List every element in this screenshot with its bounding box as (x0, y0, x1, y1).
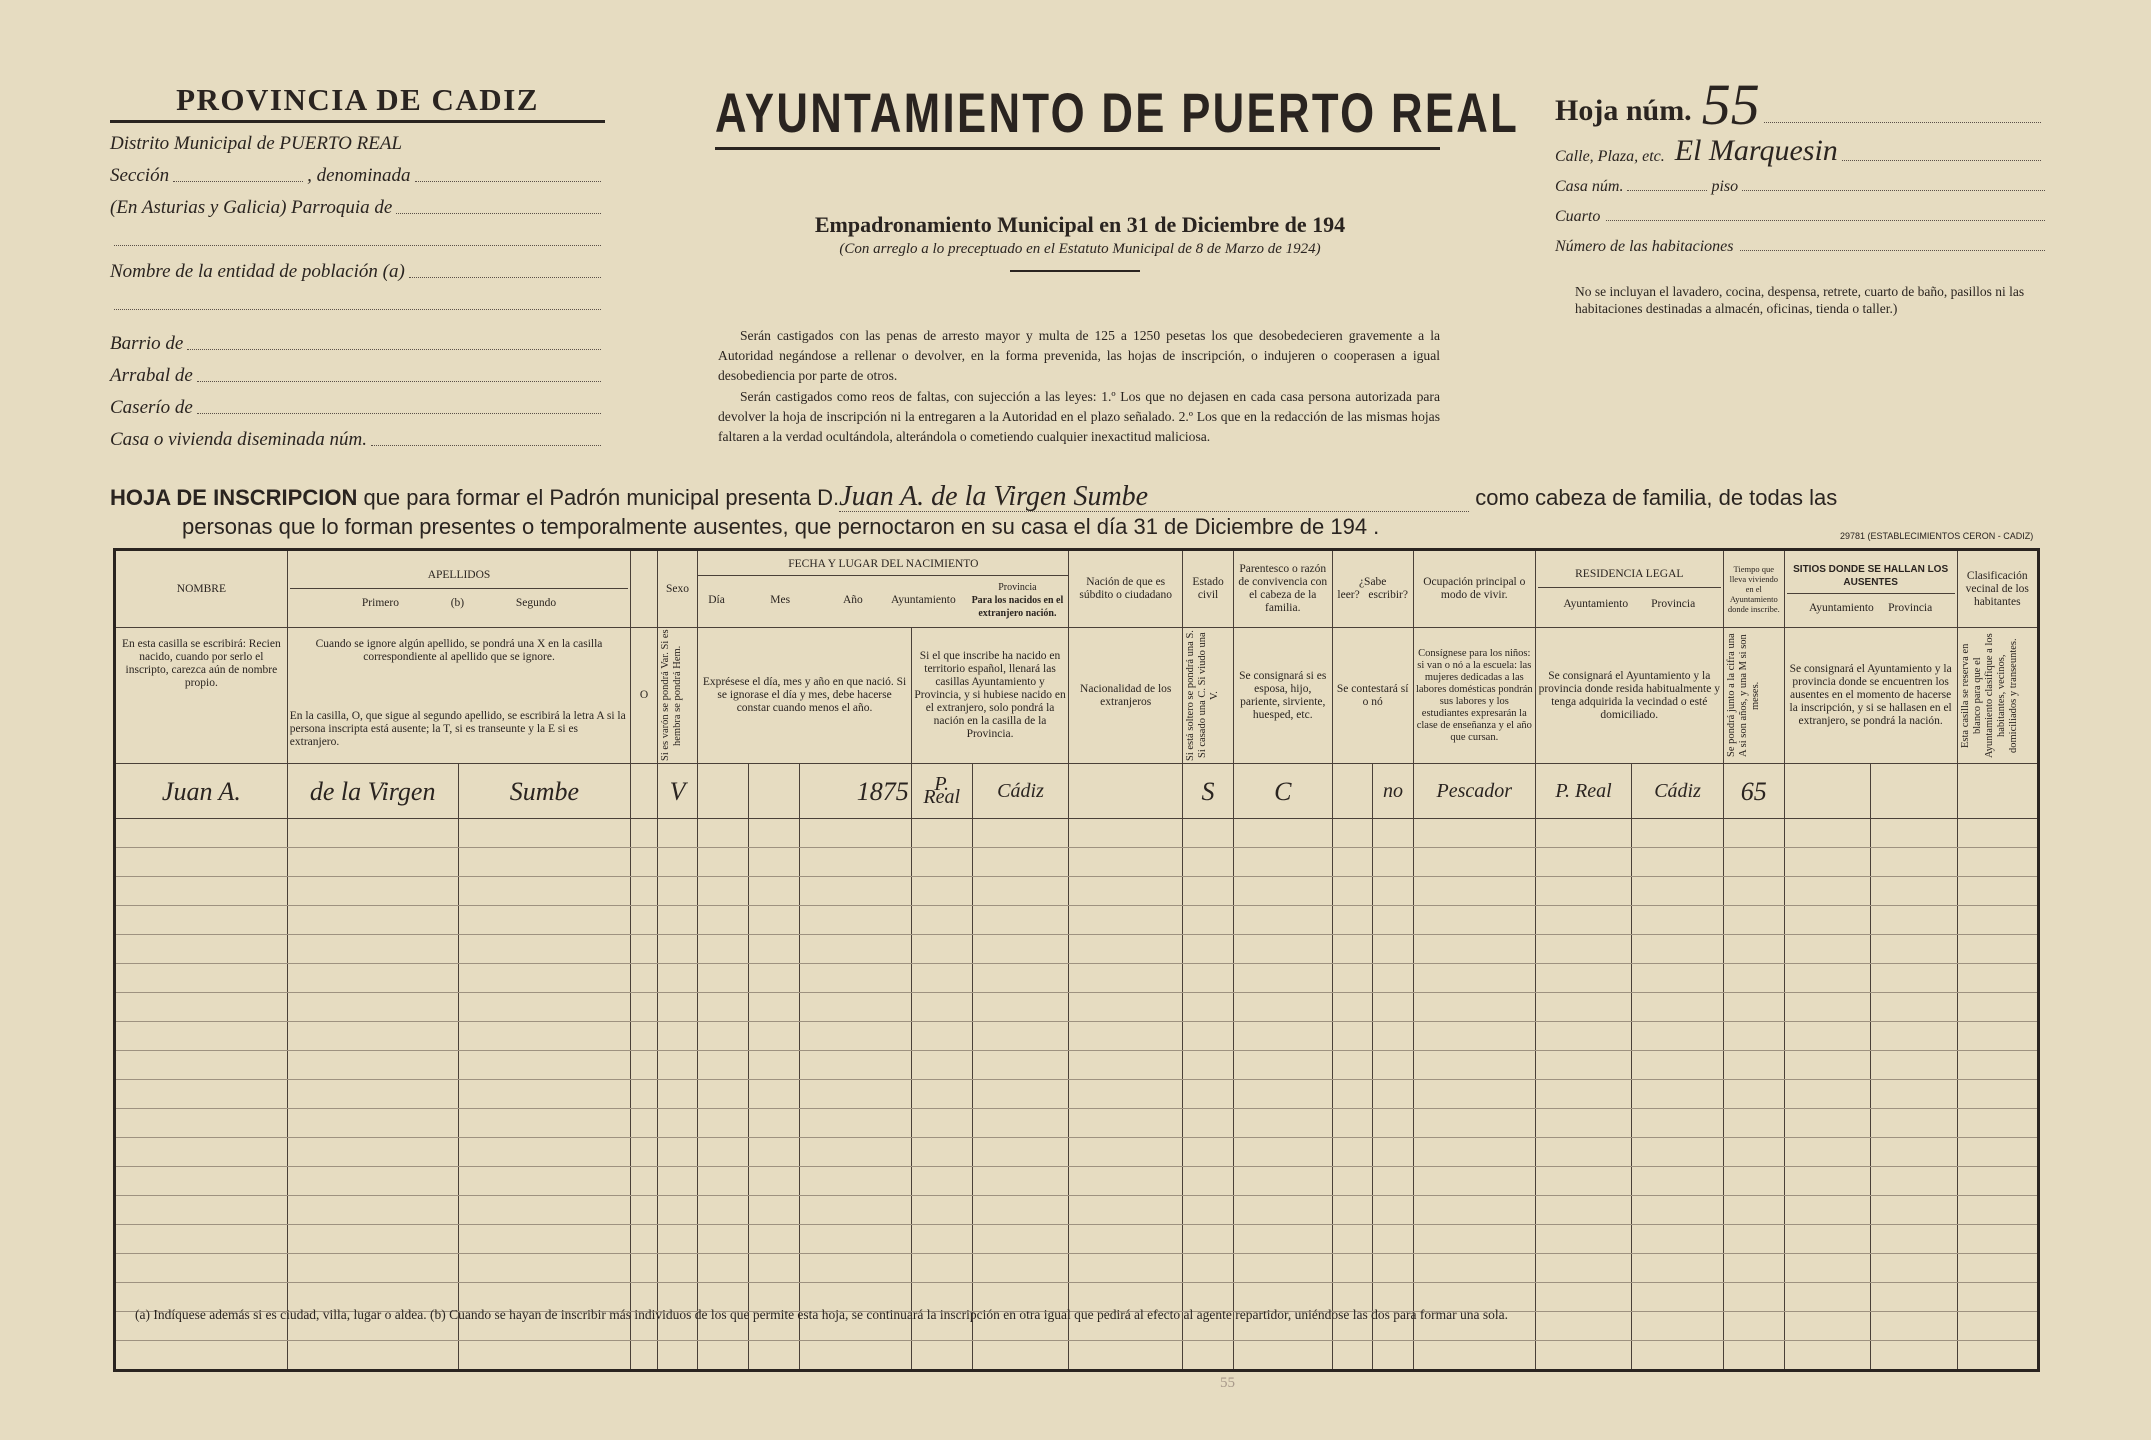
hoja-label: Hoja núm. (1555, 94, 1692, 127)
hoja-number: 55 (1701, 72, 1760, 137)
right-header (1555, 72, 2045, 256)
table-row (115, 877, 2039, 906)
left-header (110, 82, 605, 451)
footnote: (a) Indíquese además si es ciudad, villa, lugar o aldea. (b) Cuando se hayan de inscribir más individuos de los que permite esta hoja, se continuará la inscripción en otra igual que pedirá al efecto al agente repartidor, uniéndose las dos para formar una sola. (135, 1307, 1508, 1322)
table-row (115, 764, 2039, 819)
col-parentesco: Parentesco o razón de convivencia con el cabeza de la familia. (1233, 550, 1332, 628)
census-subtitle-note: (Con arreglo a lo preceptuado en el Estatuto Municipal de 8 de Marzo de 1924) (839, 241, 1321, 257)
entry-r-ayto: P. Real (1535, 764, 1632, 819)
cuarto-line: Cuarto (1555, 196, 2045, 226)
table-row (115, 1022, 2039, 1051)
municipality-title: AYUNTAMIENTO DE PUERTO REAL (715, 81, 1520, 144)
census-subtitle: Empadronamiento Municipal en 31 de Diciembre de 194 (814, 212, 1346, 237)
casa-line: Casa núm. piso (1555, 166, 2045, 196)
seccion-line: Sección , denominada (110, 161, 605, 187)
caserio-line: Caserío de (110, 393, 605, 419)
blank-line (110, 225, 605, 251)
penalty-notice (718, 326, 1440, 447)
table-row (115, 1051, 2039, 1080)
penalty-paragraph-2: Serán castigados como reos de faltas, con sujección a las leyes: 1.º Los que no dejasen en cada casa persona autorizada para devolver la hoja de inscripción ni la entregaren a la Autoridad en el plazo señalado. 2.º Los que en la redacción de las mismas hojas faltaren a la verdad ocultándola, alterándola o cometiendo cualquier inexactitud maliciosa. (718, 388, 1440, 445)
arrabal-line: Arrabal de (110, 361, 605, 387)
table-row (115, 906, 2039, 935)
entry-estado: S (1183, 764, 1234, 819)
calle-line: Calle, Plaza, etc. El Marquesin (1555, 136, 2045, 166)
head-of-family-name: Juan A. de la Virgen Sumbe (839, 483, 1469, 512)
entry-nombre: Juan A. (115, 764, 288, 819)
printer-code: 29781 (ESTABLECIMIENTOS CERON - CADIZ) (1840, 531, 2034, 541)
title-rule (715, 147, 1440, 150)
col-ocupacion: Ocupación principal o modo de vivir. (1413, 550, 1535, 628)
table-row (115, 819, 2039, 848)
inscription-statement: HOJA DE INSCRIPCION que para formar el Padrón municipal presenta D.Juan A. de la Virgen Sumbe como cabeza de familia, de todas las personas que lo forman presentes o temporalmente ausentes, que pernoctaron en su casa el día 31 de Diciembre de 194 . (110, 481, 1838, 539)
entry-r-prov: Cádiz (1632, 764, 1723, 819)
ornament-rule (1010, 270, 1140, 272)
col-apellidos: APELLIDOS Primero (b) Segundo (287, 550, 631, 628)
table-row (115, 1254, 2039, 1283)
col-clasificacion: Clasificación vecinal de los habitantes (1957, 550, 2038, 628)
entry-tiempo: 65 (1723, 764, 1784, 819)
page-number: 55 (1220, 1375, 1235, 1391)
hoja-number-line (1555, 72, 2045, 137)
habitaciones-note: No se incluyan el lavadero, cocina, despensa, retrete, cuarto de baño, pasillos ni las habitaciones destinadas a almacén, oficinas, tienda o taller.) (1575, 284, 2025, 316)
entry-segundo: Sumbe (458, 764, 631, 819)
table-row (115, 848, 2039, 877)
table-row (115, 1341, 2039, 1371)
col-nacion: Nación de que es súbdito o ciudadano (1069, 550, 1183, 628)
table-row (115, 1225, 2039, 1254)
table-row (115, 1138, 2039, 1167)
entry-ocupacion: Pescador (1413, 764, 1535, 819)
table-header-row (115, 550, 2039, 628)
entry-ayto: P. Real (911, 764, 972, 819)
calle-value: El Marquesin (1674, 134, 1838, 167)
entry-primero: de la Virgen (287, 764, 458, 819)
province-title: PROVINCIA DE CADIZ (110, 82, 605, 123)
entry-ano: 1875 (799, 764, 911, 819)
table-row (115, 964, 2039, 993)
table-row (115, 1080, 2039, 1109)
entry-sabe: no (1373, 764, 1414, 819)
col-residencia: RESIDENCIA LEGAL Ayuntamiento Provincia (1535, 550, 1723, 628)
col-fecha-lugar: FECHA Y LUGAR DEL NACIMIENTO Día Mes Año Ayuntamiento Provincia Para los nacidos en el extranjero nación. (698, 550, 1069, 628)
col-sabe: ¿Sabe leer? escribir? (1332, 550, 1413, 628)
col-nombre: NOMBRE (115, 550, 288, 628)
col-tiempo: Tiempo que lleva viviendo en el Ayuntamiento donde inscribe. (1723, 550, 1784, 628)
inscription-bold: HOJA DE INSCRIPCION (110, 485, 358, 510)
col-estado: Estado civil (1183, 550, 1234, 628)
barrio-line: Barrio de (110, 329, 605, 355)
distrito-line: Distrito Municipal de PUERTO REAL (110, 133, 403, 154)
entry-parentesco: C (1233, 764, 1332, 819)
blank-rows (115, 819, 2039, 1371)
entry-sexo: V (657, 764, 698, 819)
blank-line (110, 289, 605, 315)
table-row (115, 1196, 2039, 1225)
col-sexo: Sexo (657, 550, 698, 628)
habitaciones-line: Número de las habitaciones (1555, 226, 2045, 256)
penalty-paragraph-1: Serán castigados con las penas de arresto mayor y multa de 125 a 1250 pesetas los que desobedecieren gravemente a la Autoridad negándose a rellenar o devolver, en la forma prevenida, las hojas de inscripción, o indujeren o cooperasen a igual desobediencia por parte de otros. (718, 328, 1440, 384)
table-row (115, 1167, 2039, 1196)
entidad-line: Nombre de la entidad de población (a) (110, 257, 605, 283)
table-instruction-row: En esta casilla se escribirá: Recien nacido, cuando por serlo el inscripto, carezca aún de nombre propio. Cuando se ignore algún apellido, se pondrá una X en la casilla correspondiente al apellido que se ignore. En la casilla, O, que sigue al segundo apellido, se escribirá la letra A si la persona inscripta está ausente; la T, si es transeunte y la E si es extranjero. O Si es varón se pondrá Var. Si es hembra se pondrá Hem. Exprésese el día, mes y año en que nació. Si se ignorase el día y mes, debe hacerse constar cuando menos el año. Si el que inscribe ha nacido en territorio español, llenará las casillas Ayuntamiento y Provincia, y si hubiese nacido en el extranjero, solo pondrá la nación en la casilla de la Provincia. Nacionalidad de los extranjeros Si está soltero se pondrá una S. Si casado una C. Si viudo una V. Se consignará si es esposa, hijo, pariente, sirviente, huesped, etc. Se contestará sí o nó Consígnese para los niños: si van o nó a la escuela: las mujeres dedicadas a las labores domésticas pondrán sus labores y los estudiantes expresarán la clase de enseñanza y el año que cursan. Se consignará el Ayuntamiento y la provincia donde resida habitualmente y tenga adquirida la vecindad o esté domiciliado. Se pondrá junto a la cifra una A si son años, y una M si son meses. Se consignará el Ayuntamiento y la provincia donde se encuentren los ausentes en el momento de hacerse la inscripción, y si se hallasen en el extranjero, se pondrá la nación. Esta casilla se reserva en blanco para que el Ayuntamiento clasifique a los habitantes, vecinos, domiciliados y transeuntes. (115, 628, 2039, 764)
col-o (631, 550, 657, 628)
parroquia-line: (En Asturias y Galicia) Parroquia de (110, 193, 605, 219)
entry-prov: Cádiz (972, 764, 1069, 819)
census-table (113, 548, 2040, 1372)
casa-diseminada-line: Casa o vivienda diseminada núm. (110, 425, 605, 451)
table-row (115, 935, 2039, 964)
table-row (115, 1109, 2039, 1138)
col-sitios: SITIOS DONDE SE HALLAN LOS AUSENTES Ayuntamiento Provincia (1784, 550, 1957, 628)
table-row (115, 993, 2039, 1022)
